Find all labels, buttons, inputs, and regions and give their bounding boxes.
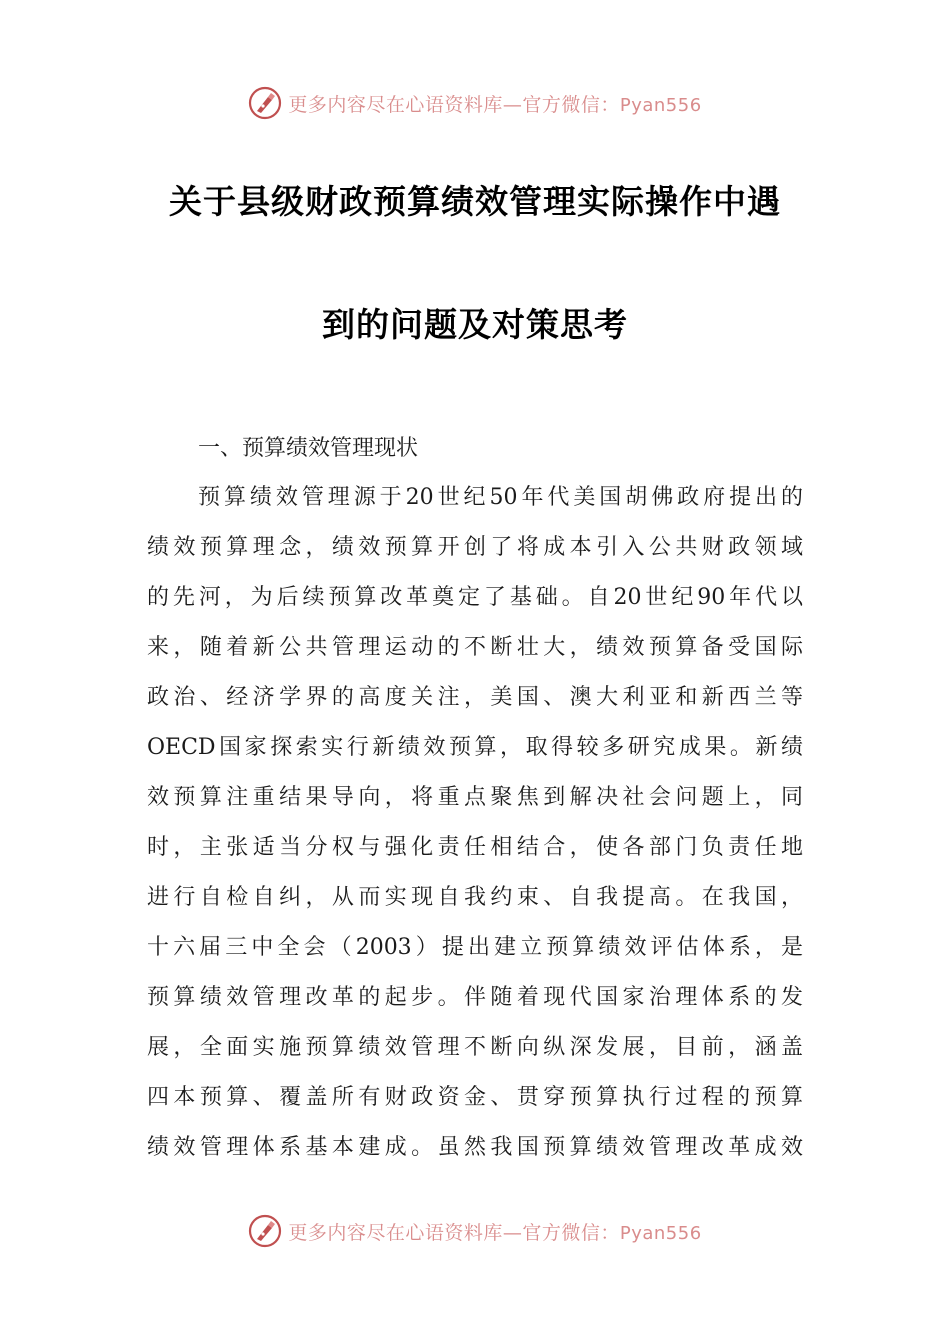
paragraph-line: 来，随着新公共管理运动的不断壮大，绩效预算备受国际: [147, 635, 803, 660]
pen-nib-logo-icon: [248, 1214, 282, 1248]
header-watermark: [0, 83, 950, 123]
paragraph-line: 展，全面实施预算绩效管理不断向纵深发展，目前，涵盖: [147, 1035, 803, 1060]
paragraph-line: OECD国家探索实行新绩效预算，取得较多研究成果。新绩: [147, 735, 803, 760]
watermark-text: 更多内容尽在心语资料库—官方微信：Pyan556: [288, 1221, 702, 1244]
paragraph-line: 的先河，为后续预算改革奠定了基础。自20世纪90年代以: [147, 585, 803, 610]
document-title-line-1: 关于县级财政预算绩效管理实际操作中遇: [169, 182, 781, 221]
pen-nib-logo-icon: [248, 86, 282, 120]
paragraph-line: 绩效预算理念，绩效预算开创了将成本引入公共财政领域: [147, 535, 803, 560]
paragraph-line: 预算绩效管理改革的起步。伴随着现代国家治理体系的发: [147, 985, 803, 1010]
paragraph-line: 进行自检自纠，从而实现自我约束、自我提高。在我国，: [147, 885, 803, 910]
paragraph-line: 政治、经济学界的高度关注，美国、澳大利亚和新西兰等: [147, 685, 803, 710]
paragraph-line: 十六届三中全会（2003）提出建立预算绩效评估体系，是: [147, 935, 803, 960]
paragraph-line: 效预算注重结果导向，将重点聚焦到解决社会问题上，同: [147, 785, 803, 810]
paragraph-line: 预算绩效管理源于20世纪50年代美国胡佛政府提出的: [198, 485, 803, 510]
footer-watermark: [0, 1211, 950, 1251]
section-heading: 一、预算绩效管理现状: [198, 436, 419, 461]
document-title-line-2: 到的问题及对策思考: [322, 305, 628, 344]
paragraph-line: 绩效管理体系基本建成。虽然我国预算绩效管理改革成效: [147, 1135, 803, 1160]
watermark-text: 更多内容尽在心语资料库—官方微信：Pyan556: [288, 93, 702, 116]
paragraph-line: 时，主张适当分权与强化责任相结合，使各部门负责任地: [147, 835, 803, 860]
paragraph-line: 四本预算、覆盖所有财政资金、贯穿预算执行过程的预算: [147, 1085, 803, 1110]
